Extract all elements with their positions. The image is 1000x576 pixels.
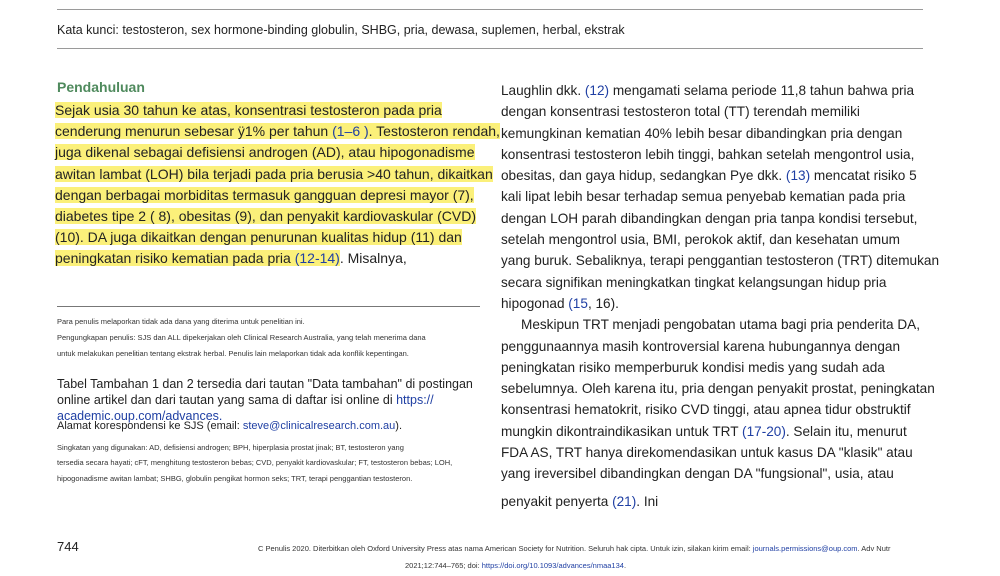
body-line: dengan LOH parah dibandingkan dengan pria tanpa kondisi tersebut, (501, 210, 918, 226)
doi-link[interactable]: https://doi.org/10.1093/advances/nmaa134 (481, 561, 624, 570)
section-heading: Pendahuluan (57, 79, 145, 95)
intro-line: peningkatan risiko kematian pada pria (55, 250, 295, 267)
right-column: Laughlin dkk. (12) mengamati selama periode 11,8 tahun bahwa pria dengan konsentrasi testosteron total (TT) terendah memiliki kemungkinan kematian 40% lebih besar dibandingkan pria dengan konsentrasi testosteron lebih tinggi, bahkan setelah mengontrol usia, obesitas, dan gaya hidup, sedangkan Pye dkk. (13) mencatat risiko 5 kali lipat lebih besar terhadap semua penyebab kematian pada pria dengan LOH parah dibandingkan dengan pria tanpa kondisi tersebut, setelah mengontrol usia, BMI, perokok aktif, dan kesehatan umum yang buruk. Sebaliknya, terapi penggantian testosteron (TRT) ditemukan secara signifikan meningkatkan tingkat kelangsungan hidup pria hipogonad (15, 16). Meskipun TRT menjadi pengobatan utama bagi pria penderita DA, penggunaannya masih kontroversial karena hubungannya dengan peningkatan risiko memperburuk kondisi medis yang sudah ada sebelumnya. Oleh karena itu, pria dengan penyakit prostat, peningkatan konsentrasi hematokrit, risiko CVD tinggi, atau apnea tidur obstruktif mungkin dikontraindikasikan untuk TRT (17-20). Selain itu, menurut FDA AS, TRT hanya direkomendasikan untuk kasus DA "klasik" atau yang ireversibel dibandingkan dengan DA "fungsional", usia, atau penyakit penyerta (21). Ini (501, 83, 940, 509)
body-line: sebelumnya. Oleh karena itu, pria dengan penyakit prostat, peningkatan (501, 381, 935, 397)
body-line: dengan konsentrasi testosteron total (TT) terendah memiliki (501, 104, 860, 120)
correspondence-note: Alamat korespondensi ke SJS (email: steve@clinicalresearch.com.au). (57, 420, 403, 432)
body-line: yang ireversibel dibandingkan dengan DA "fungsional", usia, atau (501, 466, 894, 482)
body-line: yang buruk. Sebaliknya, terapi penggantian testosteron (TRT) ditemukan (501, 253, 940, 269)
citation-link[interactable]: (12-14) (294, 250, 340, 267)
intro-line: . Testosteron rendah, (368, 123, 500, 140)
abbreviations-note: tersedia secara hayati; cFT, menghitung testosteron bebas; CVD, penyakit kardiovaskular; FT, testosteron bebas; LOH, (57, 458, 453, 467)
funding-note: Para penulis melaporkan tidak ada dana yang diterima untuk penelitian ini. (57, 317, 305, 326)
body-line: kemungkinan kematian 40% lebih besar dibandingkan pria dengan (501, 125, 903, 141)
body-line: kali lipat lebih besar terhadap semua penyebab kematian pada pria (501, 189, 906, 205)
body-line: FDA AS, TRT hanya direkomendasikan untuk kasus DA "klasik" atau (501, 445, 913, 461)
citation-link[interactable]: (17-20) (742, 423, 786, 439)
body-line: penggunaannya masih kontroversial karena hubungannya dengan (501, 338, 901, 354)
citation-line: 2021;12:744–765; doi: https://doi.org/10.1093/advances/nmaa134. (405, 561, 627, 570)
intro-paragraph (55, 100, 500, 270)
citation-link[interactable]: (15 (568, 295, 588, 311)
permissions-email-link[interactable]: journals.permissions@oup.com (752, 544, 858, 553)
supplementary-link[interactable]: https:// academic.oup.com/advances. (57, 393, 434, 423)
disclosure-note: Pengungkapan penulis: SJS dan ALL dipekerjakan oleh Clinical Research Australia, yang telah menerima dana (57, 333, 426, 342)
intro-line: juga dikenal sebagai defisiensi androgen (AD), atau hipogonadisme (55, 144, 475, 161)
intro-line: awitan lambat (LOH) bila terjadi pada pria berusia >40 tahun, dikaitkan (55, 165, 493, 182)
correspondence-email-link[interactable]: steve@clinicalresearch.com.au (242, 420, 396, 432)
disclosure-note: untuk melakukan penelitian tentang ekstrak herbal. Penulis lain melaporkan tidak ada konflik kepentingan. (57, 349, 409, 358)
body-line: secara signifikan meningkatkan tingkat kelangsungan hidup pria (501, 274, 887, 290)
top-rule (57, 9, 923, 10)
body-line: setelah mengontrol usia, BMI, perokok aktif, dan kesehatan umum (501, 232, 900, 248)
copyright-line: C Penulis 2020. Diterbitkan oleh Oxford University Press atas nama American Society for Nutrition. Seluruh hak cipta. Untuk izin, silakan kirim email: journals.permissions@oup.com. Adv Nutr (258, 544, 891, 553)
intro-line: dengan berbagai morbiditas termasuk gangguan depresi mayor (7), (55, 186, 474, 203)
citation-link[interactable]: (21) (612, 493, 637, 509)
body-line: Meskipun TRT menjadi pengobatan utama bagi pria penderita DA, (521, 317, 920, 333)
body-line: konsentrasi testosteron lebih tinggi, bahkan setelah mengontrol usia, (501, 146, 915, 162)
keywords-line: Kata kunci: testosteron, sex hormone-binding globulin, SHBG, pria, dewasa, suplemen, herbal, ekstrak (57, 23, 625, 37)
intro-line: Sejak usia 30 tahun ke atas, konsentrasi testosteron pada pria (55, 102, 442, 118)
abbreviations-note: hipogonadisme awitan lambat; SHBG, globulin pengikat hormon seks; TRT, terapi penggantian testosteron. (57, 474, 413, 483)
citation-link[interactable]: (12) (584, 83, 610, 98)
abbreviations-note: Singkatan yang digunakan: AD, defisiensi androgen; BPH, hiperplasia prostat jinak; BT, testosteron yang (57, 443, 404, 452)
keywords-rule (57, 48, 923, 49)
body-line: konsentrasi hematokrit, risiko CVD tinggi, atau apnea tidur obstruktif (501, 402, 911, 418)
intro-line: . Misalnya, (339, 250, 407, 267)
page-number: 744 (57, 539, 79, 554)
supplementary-note: Tabel Tambahan 1 dan 2 tersedia dari tautan "Data tambahan" di postingan online artikel dan dari tautan yang sama di daftar isi online di https:// academic.oup.com/advances. (57, 377, 473, 423)
intro-line: cenderung menurun sebesar ÿ1% per tahun (55, 123, 333, 140)
intro-line: (10). DA juga dikaitkan dengan penurunan kualitas hidup (11) dan (55, 229, 462, 246)
citation-link[interactable]: (13) (785, 168, 811, 184)
body-line: peningkatan risiko memperburuk kondisi medis yang sudah ada (501, 359, 885, 375)
citation-link[interactable]: (1–6 ) (332, 123, 369, 140)
footnote-rule (57, 306, 480, 307)
intro-line: diabetes tipe 2 ( 8), obesitas (9), dan penyakit kardiovaskular (CVD) (55, 208, 476, 225)
